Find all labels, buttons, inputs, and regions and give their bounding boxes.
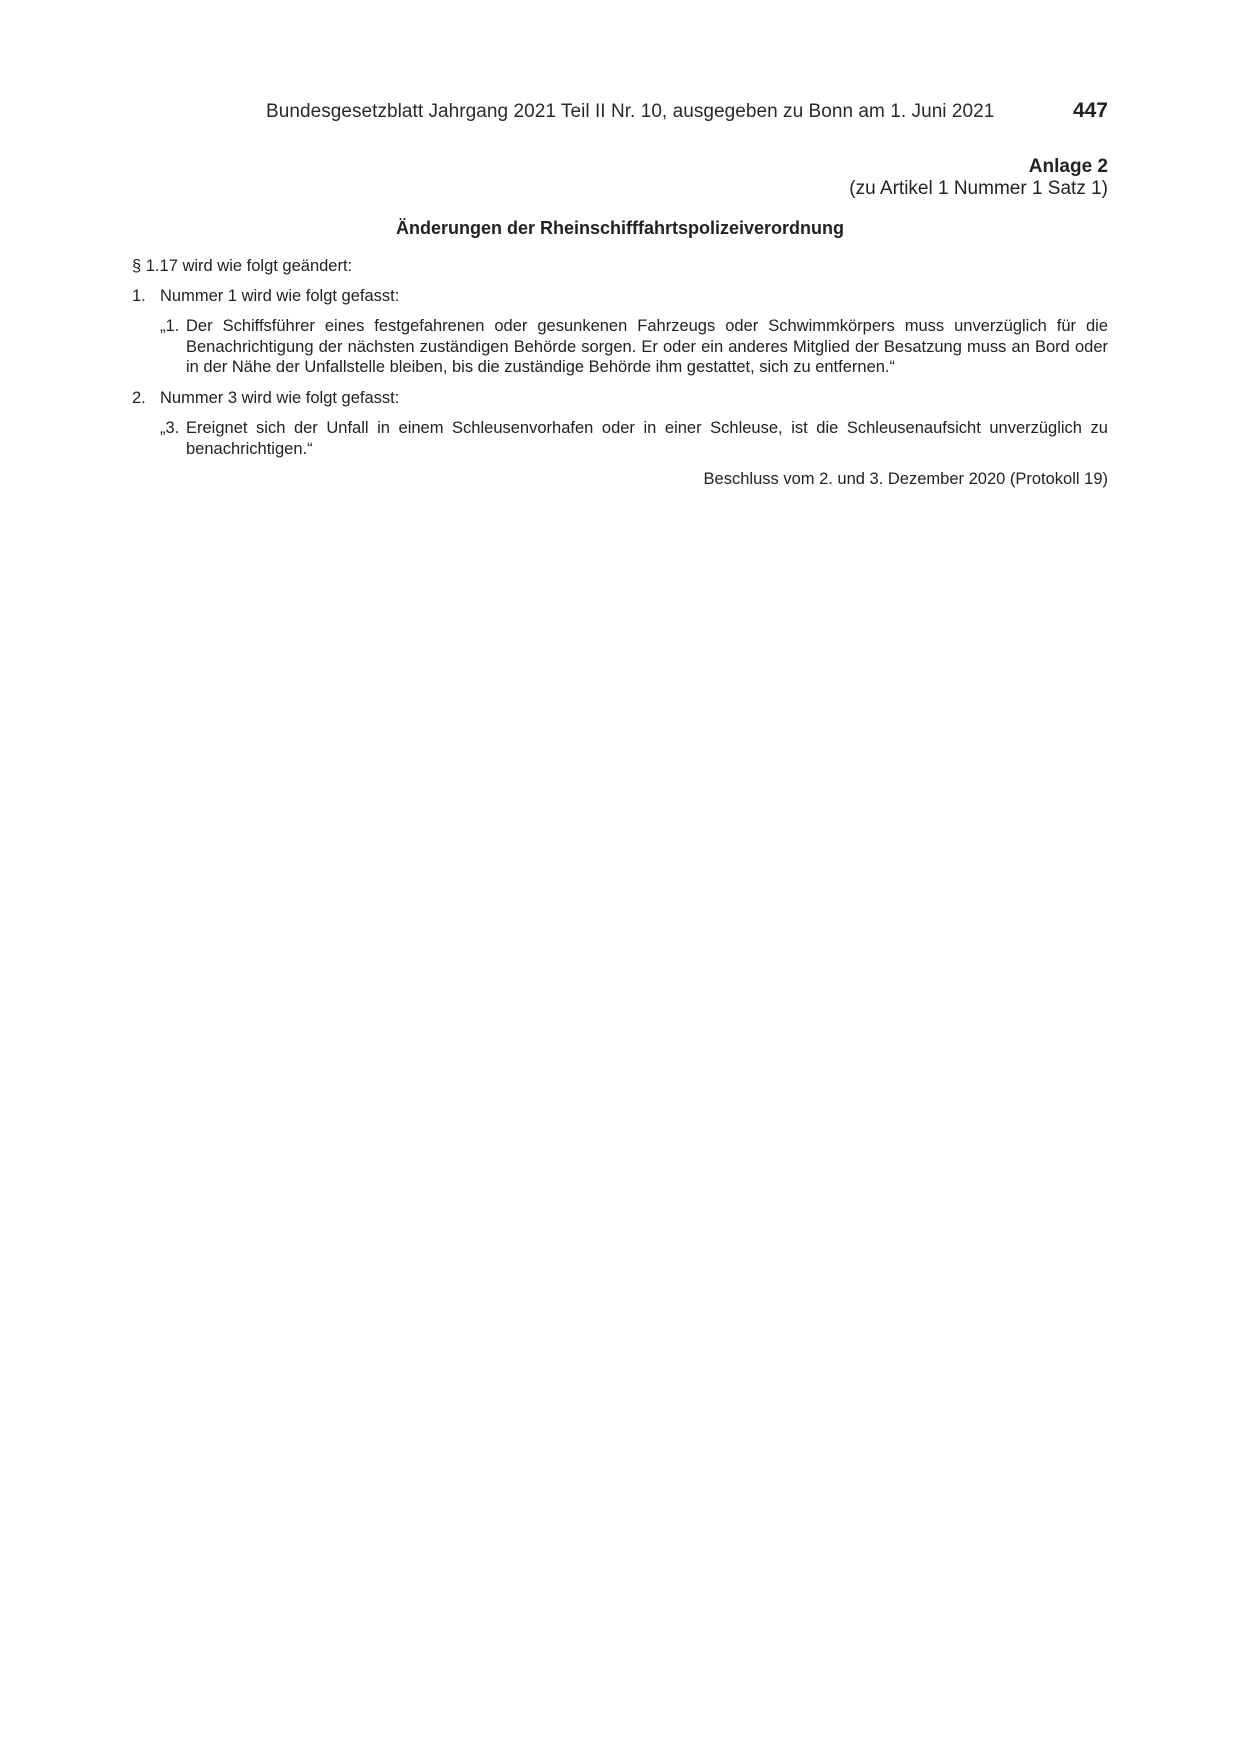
annex-reference: (zu Artikel 1 Nummer 1 Satz 1) [849, 178, 1108, 199]
annex-block [849, 156, 1108, 200]
annex-title: Anlage 2 [1028, 156, 1108, 177]
resolution-note: Beschluss vom 2. und 3. Dezember 2020 (Protokoll 19) [703, 470, 1108, 488]
quoted-provision-text: Der Schiffsführer eines festgefahrenen oder gesunkenen Fahrzeugs oder Schwimmkörpers muss unverzüglich für die Benachrichtigung der nächsten zuständigen Behörde sorgen. Er oder ein anderes Mitglied der Besatzung muss an Bord oder in der Nähe der Unfallstelle bleiben, bis die zuständige Behörde ihm gestattet, sich zu entfernen.“ [186, 317, 1108, 376]
quoted-provision-1 [160, 316, 1108, 378]
quoted-provision-3 [160, 418, 1108, 459]
document-title: Änderungen der Rheinschifffahrtspolizeiverordnung [395, 218, 845, 238]
running-head [132, 99, 1108, 125]
intro-paragraph: § 1.17 wird wie folgt geändert: [132, 257, 353, 275]
page-number: 447 [1072, 99, 1108, 122]
list-item-text: Nummer 1 wird wie folgt gefasst: [160, 286, 400, 305]
quoted-provision-number: „1. [160, 317, 180, 335]
document-page [132, 0, 1108, 1754]
running-head-text: Bundesgesetzblatt Jahrgang 2021 Teil II Nr. 10, ausgegeben zu Bonn am 1. Juni 2021 [266, 101, 995, 122]
list-item-text: Nummer 3 wird wie folgt gefasst: [160, 388, 400, 407]
list-item-number: 2. [132, 388, 146, 407]
quoted-provision-number: „3. [160, 419, 180, 437]
document-body [132, 256, 1108, 490]
list-item-1 [132, 286, 1108, 307]
list-item-2 [132, 388, 1108, 409]
quoted-provision-text: Ereignet sich der Unfall in einem Schleusenvorhafen oder in einer Schleuse, ist die Schleusenaufsicht unverzüglich zu benachrichtigen.“ [186, 419, 1108, 458]
list-item-number: 1. [132, 286, 146, 305]
